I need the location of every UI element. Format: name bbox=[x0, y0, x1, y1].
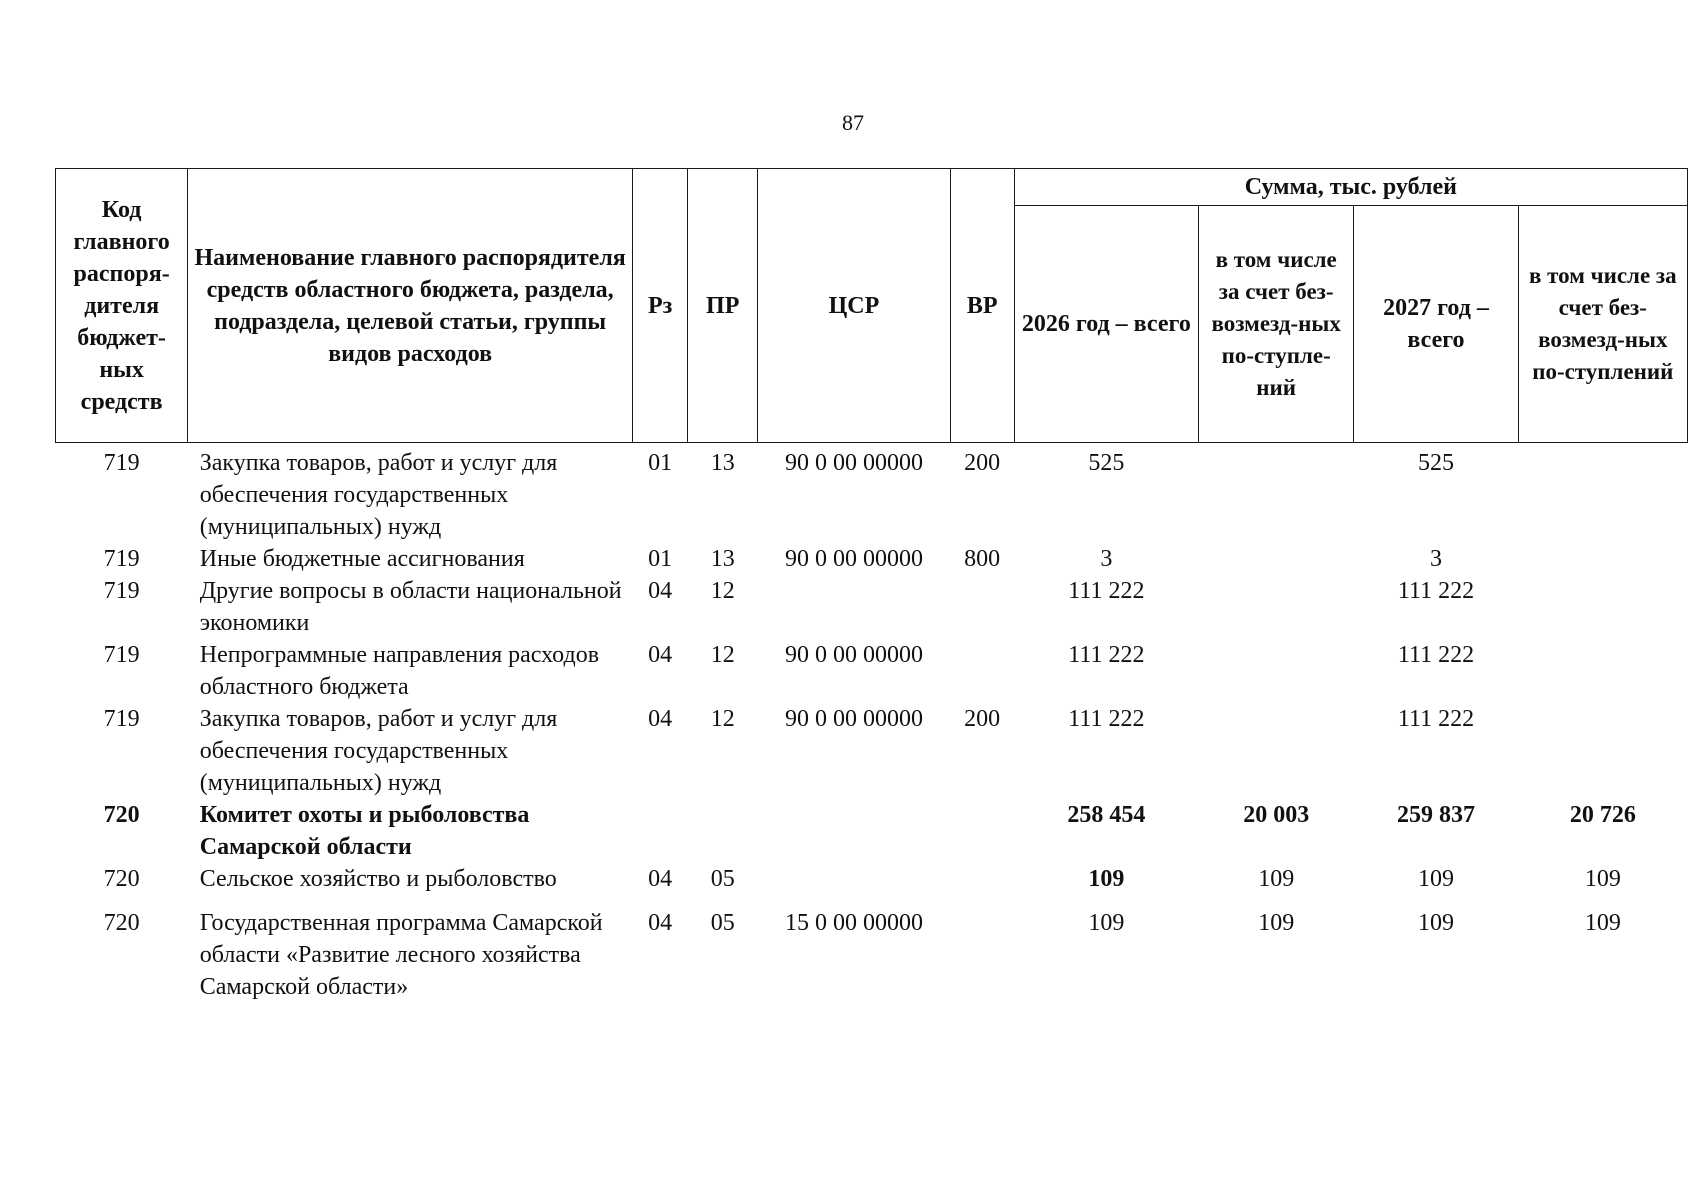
cell-vr bbox=[950, 639, 1014, 703]
cell-grants-2026 bbox=[1199, 543, 1354, 575]
table-row bbox=[56, 543, 1688, 575]
header-2027-total: 2027 год – всего bbox=[1354, 206, 1518, 443]
cell-name: Непрограммные направления расходов областного бюджета bbox=[199, 642, 600, 700]
cell-grants-2027 bbox=[1518, 543, 1687, 575]
cell-sum-2026: 111 222 bbox=[1068, 706, 1145, 732]
cell-csr: 90 0 00 00000 bbox=[784, 546, 923, 572]
cell-grants-2026: 109 bbox=[1258, 910, 1295, 936]
header-vr: ВР bbox=[950, 169, 1014, 443]
cell-name: Комитет охоты и рыболовства Самарской области bbox=[199, 802, 530, 860]
cell-sum-2026: 111 222 bbox=[1068, 578, 1145, 604]
cell-csr: 15 0 00 00000 bbox=[784, 910, 923, 936]
cell-code: 720 bbox=[103, 910, 140, 936]
cell-grants-2026 bbox=[1199, 639, 1354, 703]
cell-code: 719 bbox=[103, 450, 140, 476]
cell-rz: 04 bbox=[648, 910, 673, 936]
cell-sum-2027: 109 bbox=[1417, 910, 1454, 936]
cell-sum-2026: 3 bbox=[1100, 546, 1113, 572]
header-name: Наименование главного распорядителя средств областного бюджета, раздела, подраздела, целевой статьи, группы видов расходов bbox=[188, 169, 633, 443]
cell-sum-2026: 111 222 bbox=[1068, 642, 1145, 668]
cell-pr: 13 bbox=[710, 450, 735, 476]
cell-grants-2027 bbox=[1518, 639, 1687, 703]
cell-rz: 04 bbox=[648, 706, 673, 732]
cell-code: 719 bbox=[103, 642, 140, 668]
header-csr: ЦСР bbox=[758, 169, 950, 443]
cell-name: Иные бюджетные ассигнования bbox=[199, 546, 525, 572]
cell-grants-2026: 20 003 bbox=[1243, 802, 1310, 828]
table-row bbox=[56, 575, 1688, 639]
cell-sum-2027: 111 222 bbox=[1397, 642, 1475, 668]
cell-rz: 04 bbox=[648, 578, 673, 604]
cell-pr: 13 bbox=[710, 546, 735, 572]
table-header bbox=[56, 169, 1688, 443]
cell-vr bbox=[950, 799, 1014, 863]
cell-sum-2026: 525 bbox=[1088, 450, 1125, 476]
cell-name: Закупка товаров, работ и услуг для обеспечения государственных (муниципальных) нужд bbox=[199, 706, 558, 796]
cell-name: Закупка товаров, работ и услуг для обеспечения государственных (муниципальных) нужд bbox=[199, 450, 558, 540]
header-2026-total: 2026 год – всего bbox=[1014, 206, 1198, 443]
cell-code: 720 bbox=[103, 802, 140, 828]
cell-csr bbox=[758, 575, 950, 639]
cell-vr: 200 bbox=[964, 706, 1001, 732]
cell-name: Сельское хозяйство и рыболовство bbox=[199, 866, 557, 892]
cell-rz: 04 bbox=[648, 866, 673, 892]
cell-vr: 800 bbox=[964, 546, 1001, 572]
header-2027-grants: в том числе за счет без-возмезд-ных по-ступлений bbox=[1518, 206, 1687, 443]
cell-grants-2027: 109 bbox=[1584, 910, 1621, 936]
cell-name: Другие вопросы в области национальной экономики bbox=[199, 578, 622, 636]
header-2026-grants: в том числе за счет без-возмезд-ных по-ступле-ний bbox=[1199, 206, 1354, 443]
cell-sum-2027: 3 bbox=[1429, 546, 1442, 572]
cell-grants-2027 bbox=[1518, 575, 1687, 639]
table-row bbox=[56, 863, 1688, 895]
cell-vr: 200 bbox=[964, 450, 1001, 476]
cell-code: 719 bbox=[103, 706, 140, 732]
cell-grants-2026 bbox=[1199, 703, 1354, 799]
page-number: 87 bbox=[842, 110, 864, 135]
cell-rz: 01 bbox=[648, 546, 673, 572]
cell-pr: 12 bbox=[710, 706, 735, 732]
cell-csr: 90 0 00 00000 bbox=[784, 706, 923, 732]
table-row bbox=[56, 639, 1688, 703]
cell-pr: 05 bbox=[710, 910, 735, 936]
cell-sum-2026: 258 454 bbox=[1067, 802, 1146, 828]
cell-csr bbox=[758, 863, 950, 895]
cell-sum-2027: 259 837 bbox=[1396, 802, 1475, 828]
cell-vr bbox=[950, 575, 1014, 639]
cell-vr bbox=[950, 895, 1014, 1003]
cell-sum-2027: 109 bbox=[1417, 866, 1454, 892]
table-row bbox=[56, 703, 1688, 799]
cell-vr bbox=[950, 863, 1014, 895]
cell-grants-2026 bbox=[1199, 443, 1354, 544]
cell-name: Государственная программа Самарской области «Развитие лесного хозяйства Самарской области» bbox=[199, 910, 603, 1000]
table-row-total bbox=[56, 799, 1688, 863]
cell-grants-2027 bbox=[1518, 443, 1687, 544]
cell-rz: 04 bbox=[648, 642, 673, 668]
cell-rz: 01 bbox=[648, 450, 673, 476]
cell-pr: 12 bbox=[710, 642, 735, 668]
budget-table bbox=[55, 168, 1688, 1003]
cell-grants-2026 bbox=[1199, 575, 1354, 639]
table-row bbox=[56, 443, 1688, 544]
cell-code: 719 bbox=[103, 546, 140, 572]
cell-pr bbox=[688, 799, 758, 863]
table-body bbox=[56, 443, 1688, 1004]
cell-grants-2027: 109 bbox=[1584, 866, 1621, 892]
cell-sum-2027: 111 222 bbox=[1397, 578, 1475, 604]
cell-sum-2026: 109 bbox=[1088, 910, 1125, 936]
table-row bbox=[56, 895, 1688, 1003]
cell-code: 719 bbox=[103, 578, 140, 604]
cell-csr: 90 0 00 00000 bbox=[784, 642, 923, 668]
cell-grants-2026: 109 bbox=[1258, 866, 1295, 892]
cell-sum-2026: 109 bbox=[1088, 866, 1125, 892]
cell-pr: 05 bbox=[710, 866, 735, 892]
header-sum-group: Сумма, тыс. рублей bbox=[1014, 169, 1687, 206]
cell-csr: 90 0 00 00000 bbox=[784, 450, 923, 476]
cell-grants-2027: 20 726 bbox=[1569, 802, 1636, 828]
cell-sum-2027: 525 bbox=[1417, 450, 1454, 476]
header-code: Код главного распоря-дителя бюджет-ных средств bbox=[56, 169, 188, 443]
cell-sum-2027: 111 222 bbox=[1397, 706, 1475, 732]
cell-grants-2027 bbox=[1518, 703, 1687, 799]
cell-rz bbox=[633, 799, 688, 863]
cell-pr: 12 bbox=[710, 578, 735, 604]
header-pr: ПР bbox=[688, 169, 758, 443]
cell-csr bbox=[758, 799, 950, 863]
cell-code: 720 bbox=[103, 866, 140, 892]
header-rz: Рз bbox=[633, 169, 688, 443]
